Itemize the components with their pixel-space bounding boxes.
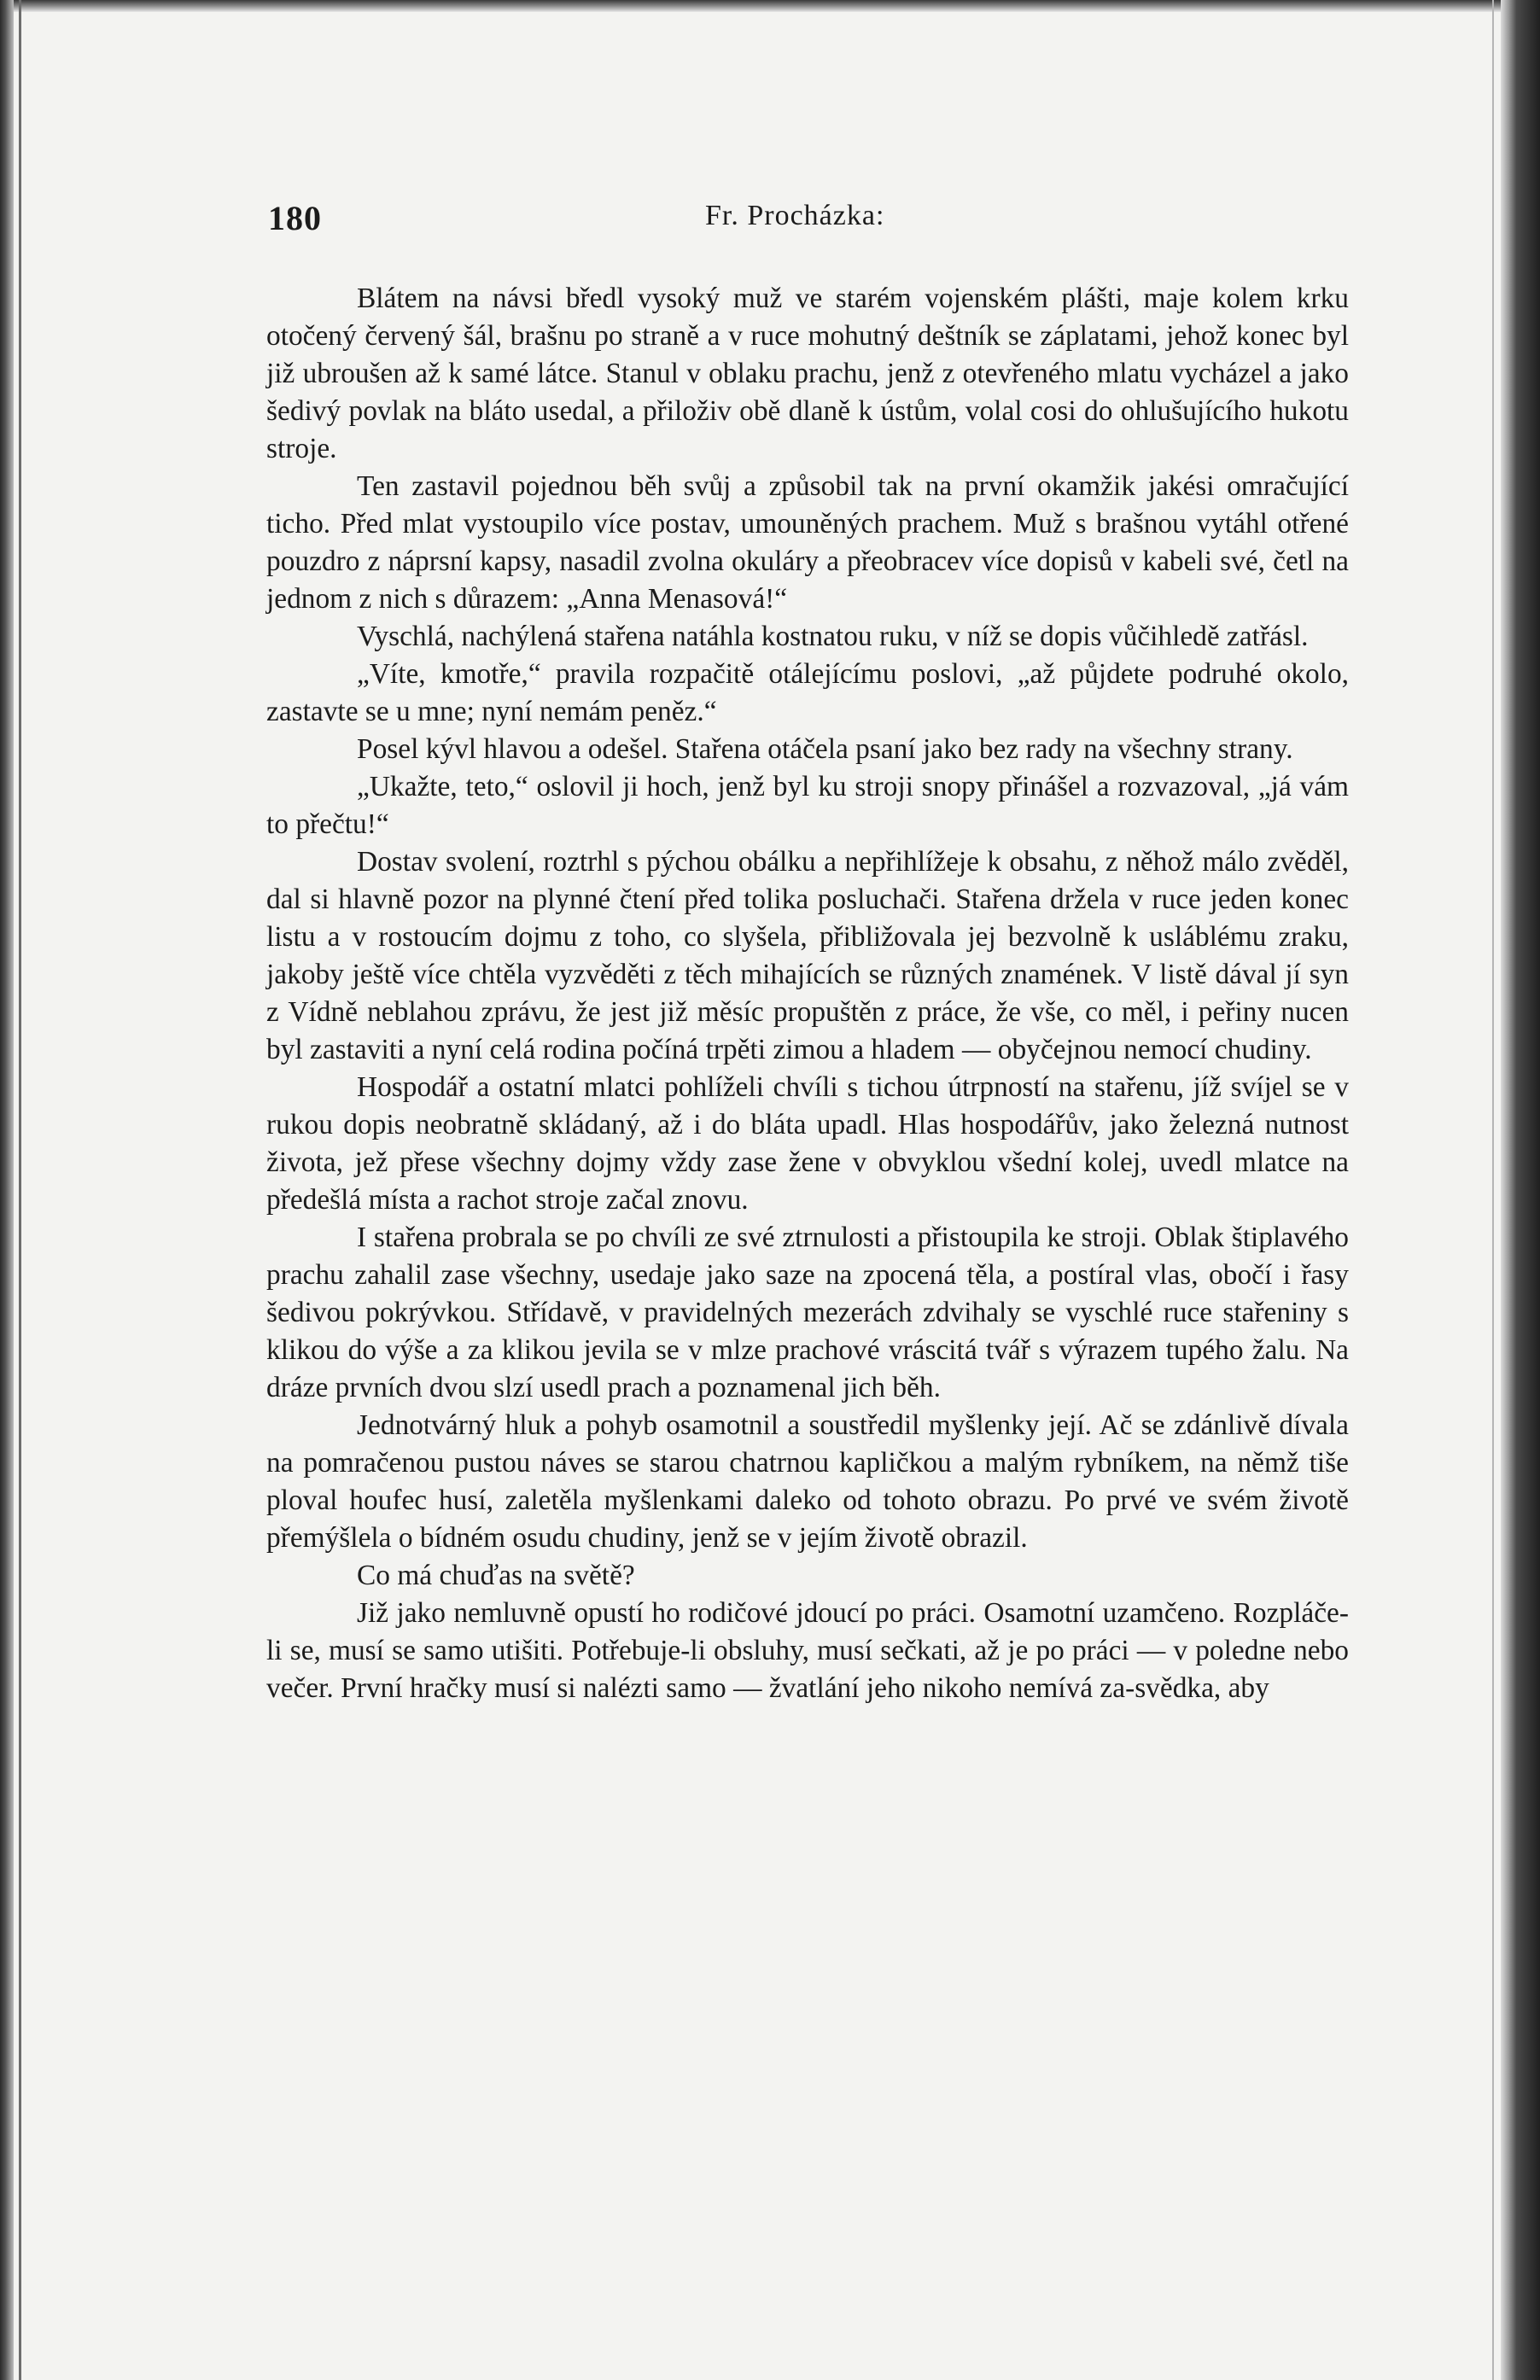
scan-edge-left: [0, 0, 14, 2380]
paragraph: Vyschlá, nachýlená stařena natáhla kostnatou ruku, v níž se dopis vůčihledě zatřásl.: [357, 621, 1309, 652]
paragraph: „Ukažte, teto,“ oslovil ji hoch, jenž byl ku stroji snopy přinášel a rozvazoval, „já vám to přečtu!“: [266, 771, 1349, 840]
paragraph: Jednotvárný hluk a pohyb osamotnil a soustředil myšlenky její. Ač se zdánlivě dívala na pomračenou pustou náves se starou chatrnou kapličkou a malým rybníkem, na němž tiše ploval houfec husí, zaletěla myšlenkami daleko od tohoto obrazu. Po prvé ve svém životě přemýšlela o bídném osudu chudiny, jenž se v jejím životě obrazil.: [266, 1409, 1349, 1554]
body-text: [266, 280, 1349, 1707]
paragraph: Hospodář a ostatní mlatci pohlíželi chvíli s tichou útrpností na stařenu, jíž svíjel se v rukou dopis neobratně skládaný, až i do bláta upadl. Hlas hospodářův, jako železná nutnost života, jež přese všechny dojmy vždy zase žene v obvyklou všední kolej, uvedl mlatce na předešlá místa a rachot stroje začal znovu.: [266, 1071, 1349, 1216]
scan-edge-right-line: [1492, 0, 1494, 2380]
paragraph: Ten zastavil pojednou běh svůj a způsobil tak na první okamžik jakési omračující ticho. Před mlat vystoupilo více postav, umouněných prachem. Muž s brašnou vytáhl otřené pouzdro z náprsní kapsy, nasadil zvolna okuláry a přeobracev více dopisů v kabeli své, četl na jednom z nich s důrazem: „Anna Menasová!“: [266, 470, 1349, 615]
paragraph: Blátem na návsi bředl vysoký muž ve starém vojenském plášti, maje kolem krku otočený červený šál, brašnu po straně a v ruce mohutný deštník se záplatami, jehož konec byl již ubroušen až k samé látce. Stanul v oblaku prachu, jenž z otevřeného mlatu vycházel a jako šedivý povlak na bláto usedal, a přiloživ obě dlaně k ústům, volal cosi do ohlušujícího hukotu stroje.: [266, 283, 1349, 464]
scan-edge-top: [0, 0, 1540, 12]
paragraph: „Víte, kmotře,“ pravila rozpačitě otálejícímu poslovi, „až půjdete podruhé okolo, zastavte se u mne; nyní nemám peněz.“: [266, 658, 1349, 727]
paragraph: I stařena probrala se po chvíli ze své ztrnulosti a přistoupila ke stroji. Oblak štiplavého prachu zahalil zase všechny, usedaje jako saze na zpocená těla, a postíral vlas, obočí i řasy šedivou pokrývkou. Střídavě, v pravidelných mezerách zdvihaly se vyschlé ruce stařeniny s klikou do výše a za klikou jevila se v mlze prachové vráscitá tvář s výrazem tupého žalu. Na dráze prvních dvou slzí usedl prach a poznamenal jich běh.: [266, 1222, 1349, 1403]
page-header: [268, 198, 1348, 249]
scan-edge-right: [1501, 0, 1540, 2380]
running-head: Fr. Procházka:: [705, 200, 885, 231]
page-number: 180: [268, 199, 322, 237]
paragraph: Již jako nemluvně opustí ho rodičové jdoucí po práci. Osamotní uzamčeno. Rozpláče-li se, musí se samo utišiti. Potřebuje-li obsluhy, musí sečkati, až je po práci — v poledne nebo večer. První hračky musí si nalézti samo — žvatlání jeho nikoho nemívá za-svědka, aby: [266, 1597, 1349, 1704]
paragraph: Posel kývl hlavou a odešel. Stařena otáčela psaní jako bez rady na všechny strany.: [357, 733, 1293, 765]
paragraph: Dostav svolení, roztrhl s pýchou obálku a nepřihlížeje k obsahu, z něhož málo zvěděl, dal si hlavně pozor na plynné čtení před tolika posluchači. Stařena držela v ruce jeden konec listu a v rostoucím dojmu z toho, co slyšela, přibližovala jej bezvolně k usláblému zraku, jakoby ještě více chtěla vyzvěděti z těch mihajících se různých znamének. V listě dával jí syn z Vídně neblahou zprávu, že jest již měsíc propuštěn z práce, že vše, co měl, i peřiny nucen byl zastaviti a nyní celá rodina počíná trpěti zimou a hladem — obyčejnou nemocí chudiny.: [266, 846, 1349, 1065]
paragraph: Co má chuďas na světě?: [357, 1560, 635, 1591]
scan-binding-line: [19, 0, 21, 2380]
